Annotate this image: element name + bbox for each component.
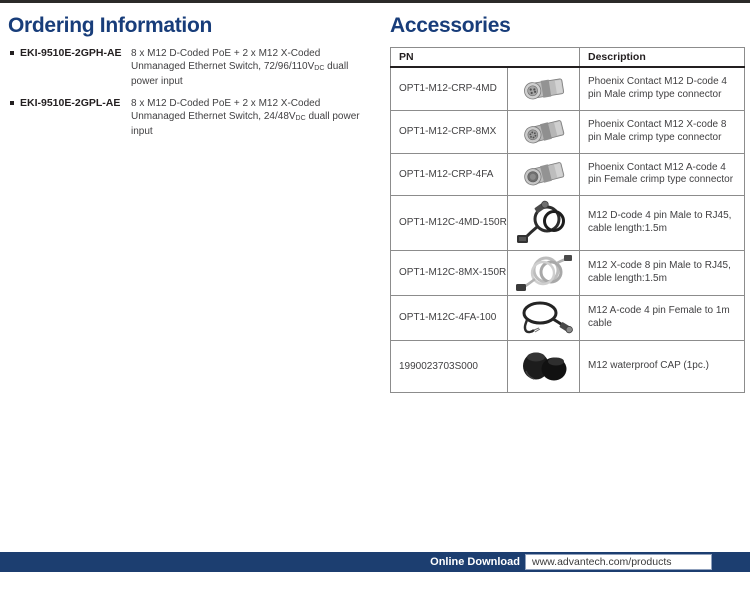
accessories-table <box>390 47 745 393</box>
product-photo-cell <box>508 295 580 340</box>
gray-coiled-cable-photo <box>513 253 575 293</box>
m12-crimp-connector-photo <box>515 72 573 106</box>
description-value: M12 A-code 4 pin Female to 1m cable <box>580 295 745 340</box>
pn-value: OPT1-M12-CRP-4MD <box>391 67 508 110</box>
pn-value: OPT1-M12C-8MX-150R <box>391 250 508 295</box>
ordering-item-desc-tail: duall power input <box>131 61 349 87</box>
product-photo-cell <box>508 110 580 153</box>
accessories-header-row <box>391 48 745 68</box>
product-photo-cell <box>508 195 580 250</box>
ordering-item-desc-subscript: DC <box>314 65 325 72</box>
description-value: Phoenix Contact M12 X-code 8 pin Male crimp type connector <box>580 110 745 153</box>
top-divider-rule <box>0 0 750 3</box>
product-photo-cell <box>508 340 580 392</box>
pn-value: OPT1-M12-CRP-4FA <box>391 153 508 195</box>
m12-crimp-connector-photo <box>515 115 573 149</box>
pn-value: OPT1-M12-CRP-8MX <box>391 110 508 153</box>
m12-crimp-connector-photo <box>515 157 573 191</box>
description-value: Phoenix Contact M12 A-code 4 pin Female crimp type connector <box>580 153 745 195</box>
ordering-item-model: EKI-9510E-2GPL-AE <box>20 97 121 109</box>
table-row <box>391 340 745 392</box>
ordering-item-desc-tail: duall power input <box>131 111 360 137</box>
description-value: M12 X-code 8 pin Male to RJ45, cable length:1.5m <box>580 250 745 295</box>
download-url-box <box>525 554 712 570</box>
waterproof-caps-photo <box>514 345 574 387</box>
accessories-title: Accessories <box>390 14 511 37</box>
table-row <box>391 195 745 250</box>
ordering-information-title: Ordering Information <box>8 14 213 37</box>
product-photo-cell <box>508 153 580 195</box>
ordering-item-model: EKI-9510E-2GPH-AE <box>20 47 122 59</box>
accessories-section <box>390 14 745 393</box>
table-row <box>391 295 745 340</box>
ordering-item-description <box>131 47 371 88</box>
online-download-label: Online Download <box>430 556 520 568</box>
column-header-description: Description <box>580 48 745 68</box>
ordering-item-2 <box>8 97 382 138</box>
ordering-item-desc-main: 8 x M12 D-Coded PoE + 2 x M12 X-Coded Unmanaged Ethernet Switch, 72/96/110V <box>131 48 321 72</box>
download-url-text: www.advantech.com/products <box>532 556 672 568</box>
ordering-item-desc-main: 8 x M12 D-Coded PoE + 2 x M12 X-Coded Unmanaged Ethernet Switch, 24/48V <box>131 98 321 122</box>
table-row <box>391 67 745 110</box>
black-coiled-cable-photo <box>513 200 575 246</box>
online-download-bar <box>0 552 750 572</box>
ordering-item-desc-subscript: DC <box>295 115 306 122</box>
description-value: M12 D-code 4 pin Male to RJ45, cable length:1.5m <box>580 195 745 250</box>
table-row <box>391 250 745 295</box>
table-row <box>391 153 745 195</box>
description-value: Phoenix Contact M12 D-code 4 pin Male crimp type connector <box>580 67 745 110</box>
bullet-square-icon <box>10 101 14 105</box>
column-header-pn: PN <box>391 48 580 68</box>
product-photo-cell <box>508 67 580 110</box>
black-loop-cable-photo <box>513 298 575 338</box>
pn-value: 1990023703S000 <box>391 340 508 392</box>
product-photo-cell <box>508 250 580 295</box>
ordering-item-description <box>131 97 371 138</box>
ordering-item-1 <box>8 47 382 88</box>
pn-value: OPT1-M12C-4FA-100 <box>391 295 508 340</box>
bullet-square-icon <box>10 51 14 55</box>
description-value: M12 waterproof CAP (1pc.) <box>580 340 745 392</box>
ordering-information-section <box>8 14 382 147</box>
table-row <box>391 110 745 153</box>
pn-value: OPT1-M12C-4MD-150R <box>391 195 508 250</box>
